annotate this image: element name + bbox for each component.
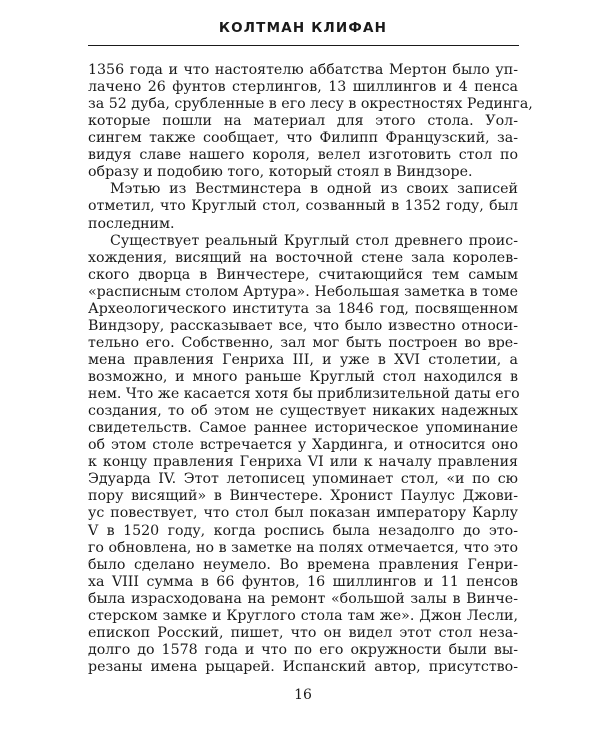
running-header: КОЛТМАН КЛИФАН xyxy=(218,20,388,36)
text-line: отметил, что Круглый стол, созванный в 1352 году, был xyxy=(88,198,518,215)
text-line: Существует реальный Круглый стол древнего проис- xyxy=(110,232,518,249)
text-line: была израсходована на ремонт «большой залы в Винче- xyxy=(88,590,518,607)
text-line: к концу правления Генриха VI или к началу правления xyxy=(88,454,518,471)
text-line: го обновлена, но в заметке на полях отмечается, что это xyxy=(88,539,518,556)
text-line: «расписным столом Артура». Небольшая заметка в томе xyxy=(88,283,518,300)
text-line: образу и подобию того, который стоял в Виндзоре. xyxy=(88,164,473,181)
text-line: стерском замке и Круглого стола там же». Джон Лесли, xyxy=(88,607,518,624)
text-line: ус повествует, что стол был показан императору Карлу xyxy=(88,505,518,522)
text-line: возможно, и много раньше Круглый стол находился в xyxy=(88,369,518,385)
text-line: епископ Росский, пишет, что он видел этот стол неза- xyxy=(88,624,518,641)
text-line: резаны имена рыцарей. Испанский автор, присутство- xyxy=(88,658,518,675)
text-line: 1356 года и что настоятелю аббатства Мертон было уп- xyxy=(88,62,518,78)
text-line: V в 1520 году, когда роспись была незадолго до это- xyxy=(88,522,518,539)
text-line: тельно его. Собственно, зал мог быть построен во вре- xyxy=(88,334,518,351)
text-line: свидетельств. Самое раннее историческое упоминание xyxy=(88,420,518,437)
text-line: Виндзору, рассказывает все, что было известно относи- xyxy=(88,317,518,334)
text-line: хождения, висящий на восточной стене зала королев- xyxy=(88,249,518,266)
text-line: Мэтью из Вестминстера в одной из своих записей xyxy=(110,181,518,198)
text-line: Эдуарда IV. Этот летописец упоминает стол, «и по сю xyxy=(88,471,518,488)
text-line: пору висящий» в Винчестере. Хронист Паулус Джови- xyxy=(88,488,518,505)
text-line: которые пошли на материал для этого стола. Уол- xyxy=(88,113,518,130)
text-line: нем. Что же касается хотя бы приблизительной даты его xyxy=(88,386,520,403)
text-line: ского дворца в Винчестере, считающийся тем самым xyxy=(88,266,518,283)
text-line: Археологического института за 1846 год, посвященном xyxy=(88,300,518,317)
text-line: ха VIII сумма в 66 фунтов, 16 шиллингов и 11 пенсов xyxy=(88,573,518,590)
text-line: мена правления Генриха III, и уже в XVI столетии, а xyxy=(88,351,518,368)
text-line: последним. xyxy=(88,215,175,232)
text-line: было сделано неумело. Во времена правления Генри- xyxy=(88,556,518,573)
text-line: лачено 26 фунтов стерлингов, 13 шиллингов и 4 пенса xyxy=(88,79,518,96)
page-number: 16 xyxy=(294,687,312,703)
text-line: об этом столе встречается у Хардинга, и относится оно xyxy=(88,437,518,454)
text-line: сингем также сообщает, что Филипп Французский, за- xyxy=(88,130,518,147)
header-rule xyxy=(88,45,519,46)
text-line: долго до 1578 года и что по его окружности были вы- xyxy=(88,641,518,658)
text-line: создания, то об этом не существует никаких надежных xyxy=(88,403,518,420)
text-line: за 52 дуба, срубленные в его лесу в окрестностях Рединга, xyxy=(88,96,533,113)
text-line: видуя славе нашего короля, велел изготовить стол по xyxy=(88,147,518,164)
